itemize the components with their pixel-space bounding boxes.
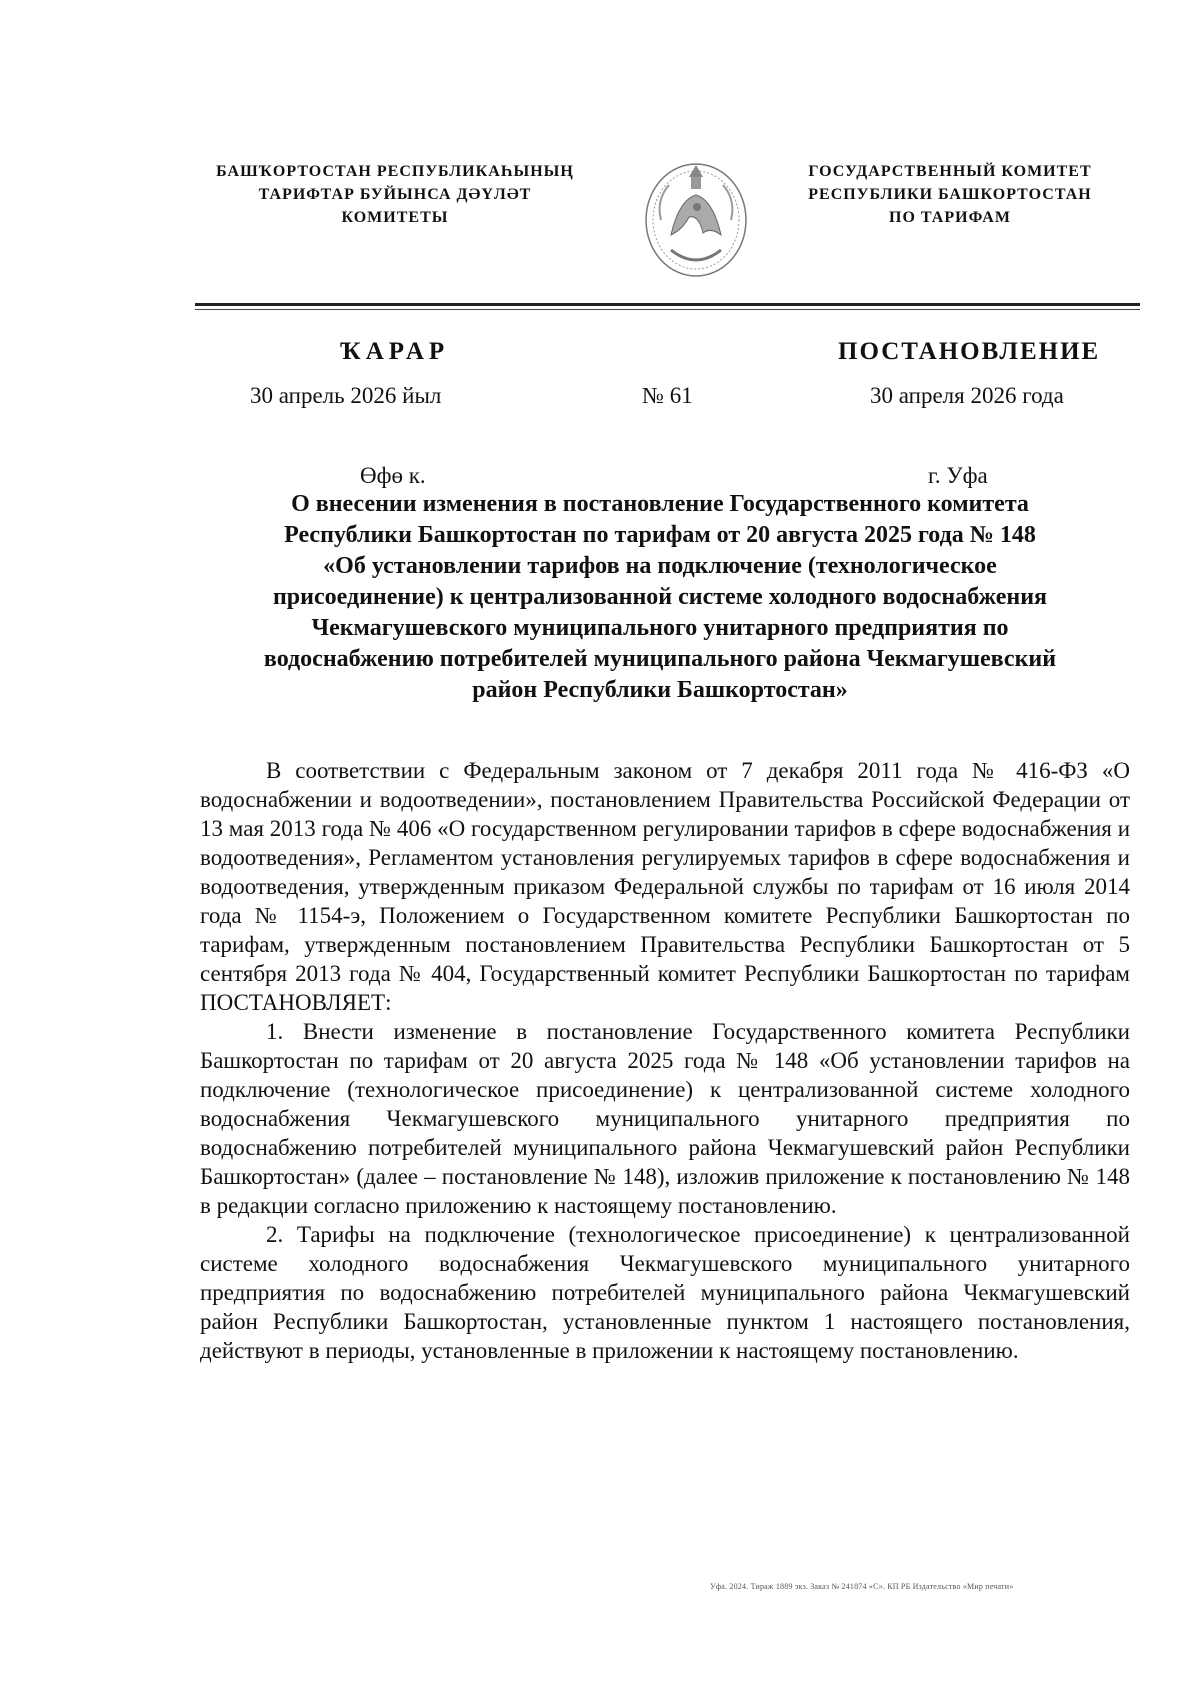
org-name-line: ПО ТАРИФАМ — [889, 209, 1011, 226]
org-name-line: ГОСУДАРСТВЕННЫЙ КОМИТЕТ — [808, 163, 1092, 180]
document-body — [200, 756, 1130, 1365]
title-line: присоединение) к централизованной системе холодного водоснабжения — [272, 584, 1048, 610]
date-russian: 30 апреля 2026 года — [870, 383, 1064, 408]
org-name-russian — [760, 160, 1140, 229]
title-line: Республики Башкортостан по тарифам от 20 августа 2025 года № 148 — [284, 522, 1036, 548]
header-divider-thick — [195, 303, 1140, 306]
printer-imprint: Уфа. 2024. Тираж 1889 экз. Заказ № 241874 «С». КП РБ Издательство «Мир печати» — [710, 1582, 1014, 1591]
coat-of-arms-emblem — [641, 155, 751, 280]
title-line: район Республики Башкортостан» — [472, 677, 848, 703]
place-bashkir: Өфө к. — [360, 463, 426, 488]
item-1-paragraph: 1. Внести изменение в постановление Государственного комитета Республики Башкортостан по тарифам от 20 августа 2025 года № 148 «Об установлении тарифов на подключение (технологическое присоединение) к централизованной системе холодного водоснабжения Чекмагушевского муниципального унитарного предприятия по водоснабжению потребителей муниципального района Чекмагушевский район Республики Башкортостан» (далее – постановление № 148), изложив приложение к постановлению № 148 в редакции согласно приложению к настоящему постановлению. — [200, 1019, 1130, 1218]
org-name-bashkir — [175, 160, 615, 229]
title-line: Чекмагушевского муниципального унитарного предприятия по — [311, 615, 1009, 641]
item-2-paragraph: 2. Тарифы на подключение (технологическое присоединение) к централизованной системе холодного водоснабжения Чекмагушевского муниципального унитарного предприятия по водоснабжению потребителей муниципального района Чекмагушевский район Республики Башкортостан, установленные пунктом 1 настоящего постановления, действуют в периоды, установленные в приложении к настоящему постановлению. — [200, 1222, 1130, 1363]
title-line: водоснабжению потребителей муниципального района Чекмагушевский — [263, 646, 1057, 672]
document-number: № 61 — [642, 383, 693, 408]
doc-type-bashkir: ҠАРАР — [340, 338, 450, 365]
document-title — [200, 489, 1120, 706]
header-divider-thin — [195, 309, 1140, 310]
title-line: О внесении изменения в постановление Государственного комитета — [291, 491, 1029, 517]
doc-type-russian: ПОСТАНОВЛЕНИЕ — [838, 338, 1101, 365]
org-name-line: КОМИТЕТЫ — [341, 209, 449, 226]
place-russian: г. Уфа — [928, 463, 988, 488]
preamble-paragraph: В соответствии с Федеральным законом от 7 декабря 2011 года № 416-ФЗ «О водоснабжении и водоотведении», постановлением Правительства Российской Федерации от 13 мая 2013 года № 406 «О государственном регулировании тарифов в сфере водоснабжения и водоотведения», Регламентом установления регулируемых тарифов в сфере водоснабжения и водоотведения, утвержденным приказом Федеральной службы по тарифам от 16 июля 2014 года № 1154-э, Положением о Государственном комитете Республики Башкортостан по тарифам, утвержденным постановлением Правительства Республики Башкортостан от 5 сентября 2013 года № 404, Государственный комитет Республики Башкортостан по тарифам ПОСТАНОВЛЯЕТ: — [200, 758, 1130, 1015]
date-bashkir: 30 апрель 2026 йыл — [250, 383, 442, 408]
title-line: «Об установлении тарифов на подключение (технологическое — [323, 553, 997, 579]
org-name-line: БАШҠОРТОСТАН РЕСПУБЛИКАҺЫНЫҢ — [216, 163, 574, 180]
org-name-line: ТАРИФТАР БУЙЫНСА ДӘҮЛӘТ — [258, 186, 532, 203]
org-name-line: РЕСПУБЛИКИ БАШКОРТОСТАН — [808, 186, 1092, 203]
